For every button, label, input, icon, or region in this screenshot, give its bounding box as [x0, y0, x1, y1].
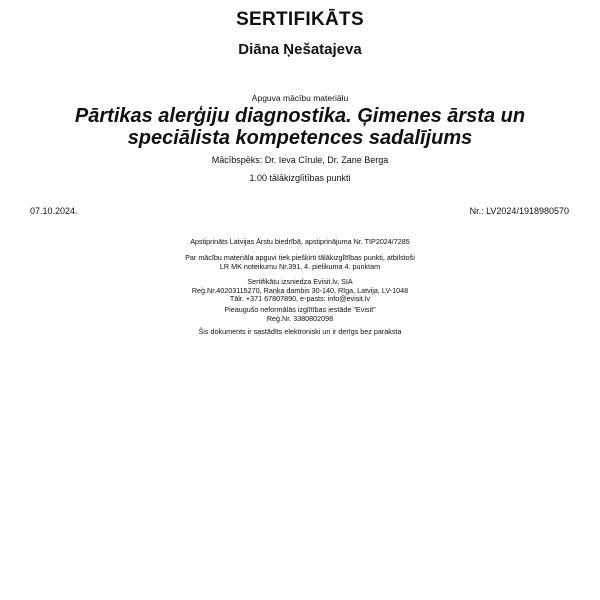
recipient-name: Diāna Ņešatajeva [238, 41, 362, 58]
issue-date: 07.10.2024. [30, 206, 78, 216]
issuer-line-2: Reģ.Nr.40203115270, Raņķa dambis 30-140, Rīga, Latvija, LV-1048 [191, 285, 409, 295]
issuer-line-3: Tālr. +371 67807890, e-pasts: info@evisit.lv [229, 294, 371, 304]
lecturers: Mācībspēks: Dr. Ieva Cīrule, Dr. Zane Berga [211, 155, 389, 165]
issuer-info [0, 278, 600, 304]
certificate-title: SERTIFIKĀTS [236, 9, 364, 30]
cme-points: 1.00 tālākizglītības punkti [249, 173, 351, 183]
completed-label: Apguva mācību materiālu [251, 93, 349, 103]
law-note-line-1: Par mācību materiāla apguvi tiek piešķirti tālākizglītības punkti, atbilstoši [185, 253, 415, 262]
institution-line-1: Pieaugušo neformālās izglītības iestāde "Evisit" [224, 305, 376, 314]
institution-info [0, 306, 600, 323]
law-note-line-2: LR MK noteikumu Nr.391, 4. pielikuma 4. punktam [219, 261, 381, 271]
approval-line: Apstiprināts Latvijas Ārstu biedrībā, apstiprinājuma Nr. TIP2024/7285 [190, 237, 410, 246]
institution-line-2: Reģ.Nr. 3380802098 [266, 313, 334, 323]
certificate-number: Nr.: LV2024/1918980570 [469, 206, 569, 216]
course-title: Pārtikas alerģiju diagnostika. Ģimenes ārsta un speciālista kompetences sadalījums [74, 105, 526, 149]
electronic-note: Šis dokuments ir sastādīts elektroniski un ir derīgs bez paraksta [198, 327, 402, 336]
law-note [0, 254, 600, 271]
issuer-line-1: Sertifikātu izsniedza Evisit.lv, SIA [247, 277, 353, 286]
